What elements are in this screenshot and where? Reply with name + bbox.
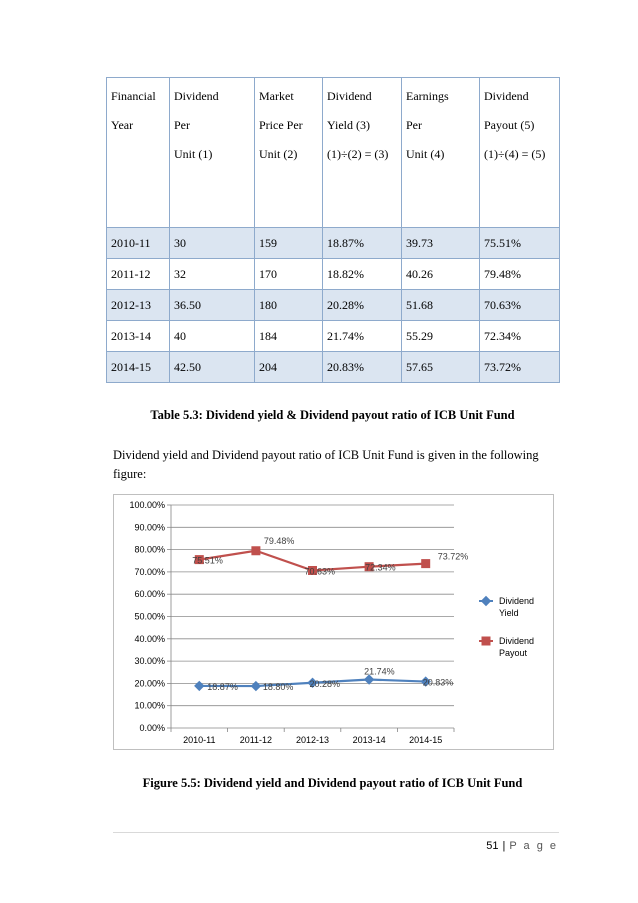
figure-caption: Figure 5.5: Dividend yield and Dividend payout ratio of ICB Unit Fund [142, 776, 523, 790]
table-row [107, 321, 560, 352]
y-tick-label: 50.00% [134, 611, 165, 622]
table-caption: Table 5.3: Dividend yield & Dividend payout ratio of ICB Unit Fund [150, 408, 515, 422]
table-cell: 75.51% [480, 228, 560, 259]
table-cell: 180 [255, 290, 323, 321]
table-cell: 57.65 [402, 352, 480, 383]
table-cell: 18.82% [323, 259, 402, 290]
table-row [107, 352, 560, 383]
header-text: (1)÷(4) = (5) [484, 147, 546, 161]
table-cell: 21.74% [323, 321, 402, 352]
table-cell: 30 [170, 228, 255, 259]
body-paragraph: Dividend yield and Dividend payout ratio of ICB Unit Fund is given in the following figure: [113, 448, 539, 481]
table-cell: 2010-11 [107, 228, 170, 259]
table-header-cell [402, 78, 480, 228]
table-row [107, 259, 560, 290]
dividend-table [106, 77, 560, 383]
table-cell: 2013-14 [107, 321, 170, 352]
legend-label: Payout [499, 648, 528, 658]
legend-marker [482, 597, 491, 606]
header-text: Dividend [484, 89, 529, 103]
data-label: 18.87% [207, 681, 238, 692]
table-cell: 2014-15 [107, 352, 170, 383]
x-tick-label: 2013-14 [352, 735, 386, 745]
data-label: 70.63% [304, 566, 336, 577]
header-text: Unit (2) [259, 147, 298, 161]
data-label: 72.34% [365, 562, 396, 573]
table-cell: 170 [255, 259, 323, 290]
table-row [107, 290, 560, 321]
legend-marker [482, 637, 490, 645]
table-cell: 2012-13 [107, 290, 170, 321]
data-label: 20.83% [422, 677, 454, 688]
table-cell: 40 [170, 321, 255, 352]
data-point [251, 682, 260, 691]
legend-label: Dividend [499, 636, 535, 646]
table-cell: 72.34% [480, 321, 560, 352]
footer-separator: | [502, 840, 506, 852]
header-text: Dividend [174, 89, 219, 103]
table-header-row [107, 78, 560, 228]
table-cell: 42.50 [170, 352, 255, 383]
y-tick-label: 20.00% [134, 678, 165, 689]
data-point [195, 681, 204, 690]
data-label: 75.51% [192, 555, 223, 566]
line-chart [114, 495, 553, 749]
header-text: Per [174, 118, 190, 132]
table-header-cell [107, 78, 170, 228]
header-text: Price Per [259, 118, 303, 132]
header-text: Market [259, 89, 294, 103]
page-number: 51 [486, 840, 499, 852]
table-cell: 73.72% [480, 352, 560, 383]
y-tick-label: 90.00% [134, 522, 165, 533]
header-text: Payout (5) [484, 118, 535, 132]
table-cell: 39.73 [402, 228, 480, 259]
table-cell: 2011-12 [107, 259, 170, 290]
header-text: Yield (3) [327, 118, 370, 132]
header-text: Unit (1) [174, 147, 213, 161]
header-text: Year [111, 118, 134, 132]
chart-container [113, 494, 554, 750]
y-tick-label: 70.00% [134, 566, 165, 577]
table-header-cell [323, 78, 402, 228]
y-tick-label: 40.00% [134, 633, 165, 644]
table-cell: 204 [255, 352, 323, 383]
x-tick-label: 2014-15 [409, 735, 443, 745]
table-cell: 51.68 [402, 290, 480, 321]
table-cell: 36.50 [170, 290, 255, 321]
y-tick-label: 10.00% [134, 700, 165, 711]
table-cell: 159 [255, 228, 323, 259]
x-tick-label: 2012-13 [295, 735, 330, 745]
data-label: 73.72% [437, 551, 469, 562]
y-tick-label: 80.00% [134, 544, 165, 555]
header-text: Unit (4) [406, 147, 445, 161]
y-tick-label: 0.00% [139, 723, 165, 733]
legend-label: Yield [499, 608, 519, 618]
header-text: Per [406, 118, 422, 132]
data-label: 18.80% [262, 682, 294, 693]
page-word: P a g e [509, 840, 558, 852]
data-label: 79.48% [263, 535, 295, 546]
y-tick-label: 60.00% [134, 589, 165, 600]
table-cell: 32 [170, 259, 255, 290]
header-text: Dividend [327, 89, 372, 103]
data-label: 20.28% [309, 678, 341, 689]
table-cell: 18.87% [323, 228, 402, 259]
header-text: Financial [111, 89, 156, 103]
table-cell: 55.29 [402, 321, 480, 352]
table-cell: 20.28% [323, 290, 402, 321]
footer-divider [113, 832, 559, 833]
data-point [252, 547, 260, 555]
table-header-cell [255, 78, 323, 228]
table-cell: 79.48% [480, 259, 560, 290]
y-tick-label: 100.00% [129, 500, 165, 510]
x-tick-label: 2011-12 [239, 735, 273, 745]
table-row [107, 228, 560, 259]
x-tick-label: 2010-11 [183, 735, 216, 745]
table-cell: 70.63% [480, 290, 560, 321]
header-text: (1)÷(2) = (3) [327, 147, 389, 161]
table-header-cell [480, 78, 560, 228]
data-point [422, 560, 430, 568]
table-cell: 40.26 [402, 259, 480, 290]
page-footer [486, 840, 558, 852]
data-label: 21.74% [364, 666, 395, 677]
table-header-cell [170, 78, 255, 228]
table-cell: 184 [255, 321, 323, 352]
legend-label: Dividend [499, 596, 535, 606]
header-text: Earnings [406, 89, 449, 103]
table-cell: 20.83% [323, 352, 402, 383]
y-tick-label: 30.00% [134, 656, 165, 667]
